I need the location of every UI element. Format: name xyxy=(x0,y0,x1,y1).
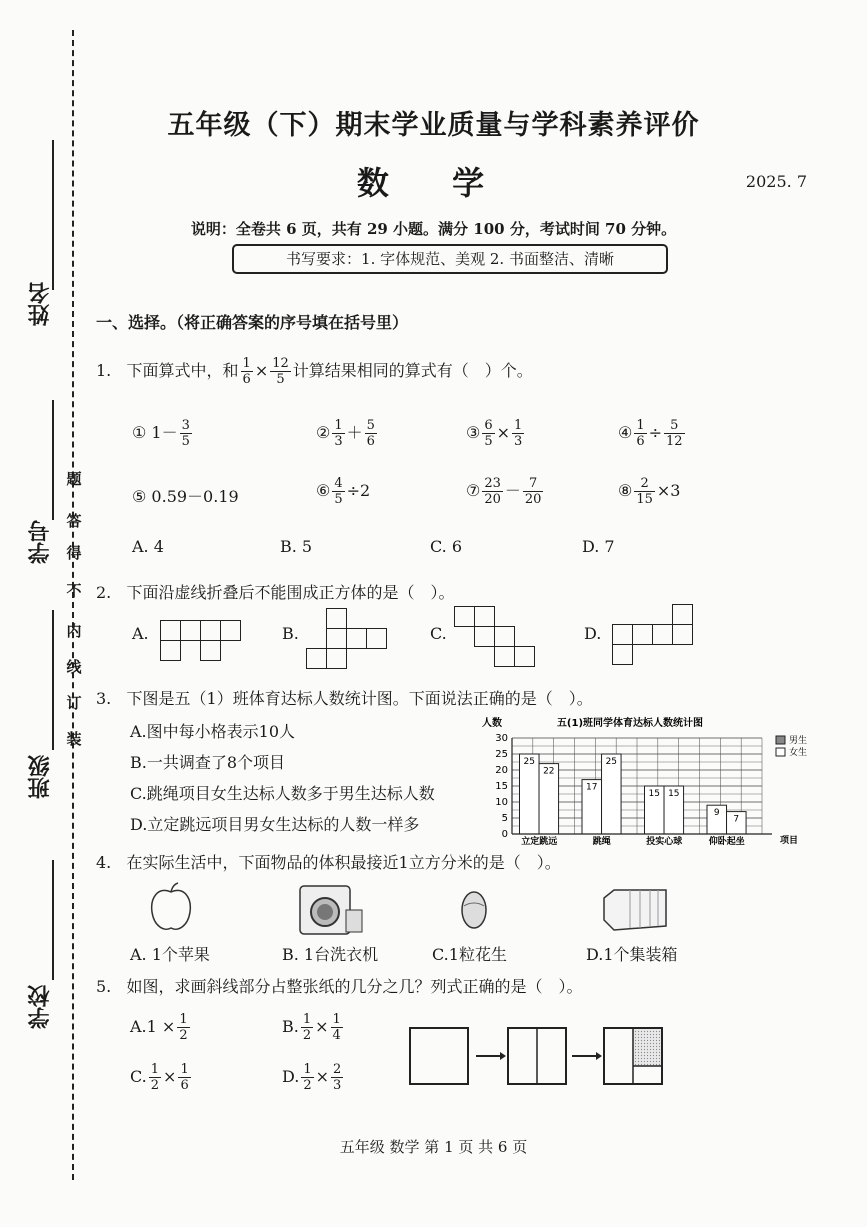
school-line xyxy=(52,860,54,980)
margin-char: 内 xyxy=(66,622,82,640)
margin-char: 不 xyxy=(66,582,82,600)
margin-char: 得 xyxy=(66,544,82,562)
x-axis-label: 项目 xyxy=(780,836,799,846)
x-tick-label: 立定跳远 xyxy=(521,837,558,847)
q5-option-d: D. $\frac{1}{2}$ × $\frac{2}{3}$ xyxy=(282,1062,342,1093)
question-1: 1. 下面算式中，和 $\frac{1}{6}$ × $\frac{12}{5}$ 计算结果相同的算式有（ ）个。 xyxy=(96,356,533,387)
shaded-part xyxy=(633,1028,662,1066)
question-5: 5. 如图，求画斜线部分占整张纸的几分之几？列式正确的是（ ）。 xyxy=(96,977,583,996)
margin-char: 答 xyxy=(66,512,82,530)
x-tick-label: 跳绳 xyxy=(592,837,611,847)
question-2: 2. 下面沿虚线折叠后不能围成正方体的是（ ）。 xyxy=(96,583,455,602)
margin-char: 装 xyxy=(66,730,82,748)
question-4: 4. 在实际生活中，下面物品的体积最接近1立方分米的是（ ）。 xyxy=(96,853,561,872)
y-tick-label: 20 xyxy=(495,765,508,776)
class-line xyxy=(52,610,54,750)
q2-net-b xyxy=(306,608,387,669)
q2-label-c: C. xyxy=(430,624,447,643)
peanut-icon xyxy=(456,888,492,932)
q4-option-a: A. 1个苹果 xyxy=(130,945,210,964)
washing-machine-icon xyxy=(296,880,366,936)
margin-char: 题 xyxy=(66,470,82,488)
q2-label-b: B. xyxy=(282,624,299,643)
question-3: 3. 下图是五（1）班体育达标人数统计图。下面说法正确的是（ ）。 xyxy=(96,689,593,708)
legend-swatch xyxy=(776,748,785,756)
exam-title: 五年级（下）期末学业质量与学科素养评价 xyxy=(167,110,700,141)
q1-item-1: ① 1－ $\frac{3}{5}$ xyxy=(132,418,190,449)
q1-item-3: ③ $\frac{6}{5}$ × $\frac{1}{3}$ xyxy=(466,418,523,449)
q1-choice-a: A. 4 xyxy=(132,537,164,556)
exam-date: 2025. 7 xyxy=(745,172,807,191)
margin-char: 线 xyxy=(66,658,82,676)
data-label: 15 xyxy=(648,789,660,799)
question-number: 1. xyxy=(96,361,112,380)
q1-choice-d: D. 7 xyxy=(582,537,615,556)
y-tick-label: 10 xyxy=(495,797,508,808)
school-label: 学校 xyxy=(27,985,53,1029)
data-label: 22 xyxy=(543,766,555,777)
x-tick-label: 仰卧起坐 xyxy=(708,837,745,847)
y-tick-label: 0 xyxy=(501,829,508,840)
q1-item-2: ② $\frac{1}{3}$ ＋ $\frac{5}{6}$ xyxy=(316,418,375,449)
q1-item-6: ⑥ $\frac{4}{5}$ ÷2 xyxy=(316,476,371,507)
subject-title: 数 学 xyxy=(356,164,511,202)
data-label: 7 xyxy=(733,814,740,825)
margin-char: 订 xyxy=(66,694,82,712)
q1-item-7: ⑦ $\frac{23}{20}$ － $\frac{7}{20}$ xyxy=(466,476,542,507)
section-heading: 一、选择。（将正确答案的序号填在括号里） xyxy=(96,313,409,332)
legend-label: 男生 xyxy=(789,736,808,746)
data-label: 15 xyxy=(668,789,680,799)
q2-label-a: A. xyxy=(132,624,149,643)
data-label: 9 xyxy=(713,808,720,819)
y-tick-label: 5 xyxy=(501,813,508,824)
y-tick-label: 25 xyxy=(495,749,508,760)
q1-text-post: 计算结果相同的算式有（ ）个。 xyxy=(292,361,533,380)
data-label: 17 xyxy=(586,782,598,793)
q5-option-b: B. $\frac{1}{2}$ × $\frac{1}{4}$ xyxy=(282,1012,341,1043)
student-no-label: 学号 xyxy=(27,520,53,564)
q5-option-c: C. $\frac{1}{2}$ × $\frac{1}{6}$ xyxy=(130,1062,189,1093)
chart-title: 五(1)班同学体育达标人数统计图 xyxy=(556,718,704,729)
y-axis-label: 人数 xyxy=(482,718,502,729)
q1-item-8: ⑧ $\frac{2}{15}$ ×3 xyxy=(618,476,681,507)
q4-option-c: C.1粒花生 xyxy=(432,945,507,964)
paper-fold-diagram xyxy=(406,1024,676,1088)
q1-choice-b: B. 5 xyxy=(280,537,313,556)
student-no-line xyxy=(52,400,54,520)
q3-option-d: D.立定跳远项目男女生达标的人数一样多 xyxy=(130,815,420,834)
bar-chart xyxy=(480,712,830,852)
q2-label-d: D. xyxy=(584,624,602,643)
q2-net-a xyxy=(160,620,241,661)
q4-option-b: B. 1台洗衣机 xyxy=(282,945,379,964)
class-label: 班级 xyxy=(27,755,53,799)
q5-option-a: A.1 × $\frac{1}{2}$ xyxy=(130,1012,188,1043)
apple-icon xyxy=(148,882,194,934)
legend-swatch xyxy=(776,736,785,744)
x-tick-label: 投实心球 xyxy=(646,837,683,847)
y-tick-label: 30 xyxy=(495,733,508,744)
arrow-icon xyxy=(500,1052,506,1060)
q3-option-c: C.跳绳项目女生达标人数多于男生达标人数 xyxy=(130,784,435,803)
name-label: 姓名 xyxy=(27,282,53,326)
legend-label: 女生 xyxy=(789,748,808,758)
q1-item-5: ⑤ 0.59－0.19 xyxy=(132,487,239,506)
writing-requirement: 书写要求：1. 字体规范、美观 2. 书面整洁、清晰 xyxy=(232,244,668,274)
y-tick-label: 15 xyxy=(495,781,508,792)
q1-choice-c: C. 6 xyxy=(430,537,463,556)
data-label: 25 xyxy=(523,757,535,767)
page-footer: 五年级 数学 第 1 页 共 6 页 xyxy=(339,1138,528,1156)
data-label: 25 xyxy=(605,757,618,767)
whole-paper xyxy=(410,1028,468,1084)
arrow-icon xyxy=(596,1052,602,1060)
q2-net-d xyxy=(612,604,693,665)
q1-text-pre: 下面算式中，和 xyxy=(126,361,239,380)
container-icon xyxy=(600,886,672,934)
q3-option-a: A.图中每小格表示10人 xyxy=(130,722,296,741)
exam-instructions: 说明：全卷共 6 页，共有 29 小题。满分 100 分，考试时间 70 分钟。 xyxy=(190,220,677,238)
q2-net-c xyxy=(454,606,535,667)
q1-item-4: ④ $\frac{1}{6}$ ÷ $\frac{5}{12}$ xyxy=(618,418,683,449)
q4-option-d: D.1个集装箱 xyxy=(586,945,678,964)
q3-option-b: B.一共调查了8个项目 xyxy=(130,753,286,772)
